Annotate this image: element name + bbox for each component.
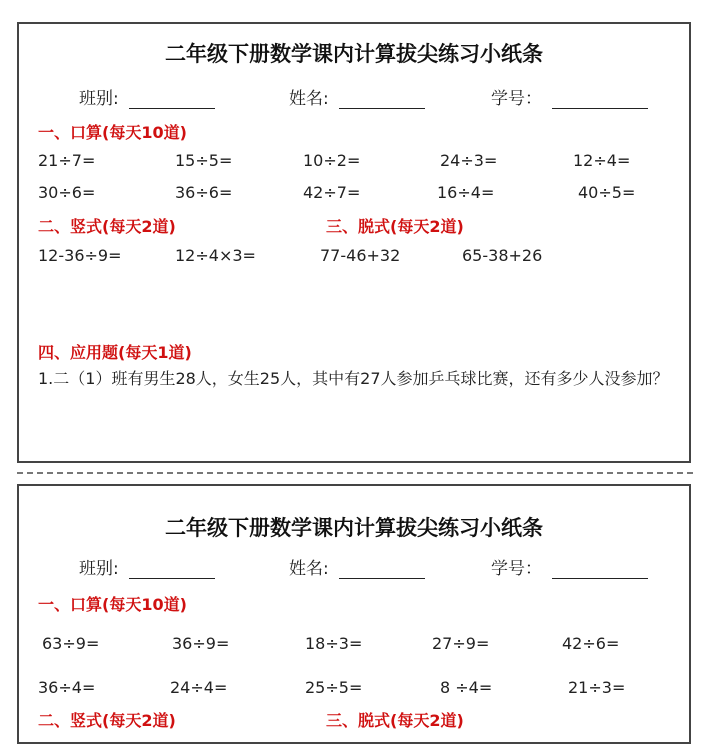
section-vertical-heading: 二、竖式(每天2道)	[38, 217, 176, 236]
question: 36÷4=	[38, 678, 96, 697]
class-field[interactable]	[79, 84, 215, 109]
question: 18÷3=	[305, 634, 363, 653]
section-mental-math-heading: 一、口算(每天10道)	[38, 595, 187, 614]
student-id-field[interactable]	[491, 84, 648, 109]
section-stepwise-heading: 三、脱式(每天2道)	[326, 711, 464, 730]
student-id-label: 学号：	[491, 559, 542, 579]
question: 42÷7=	[303, 183, 361, 202]
student-id-field[interactable]	[491, 554, 648, 579]
class-label: 班别:	[79, 559, 119, 579]
question: 24÷4=	[170, 678, 228, 697]
name-blank[interactable]	[339, 92, 425, 109]
question: 12-36÷9=	[38, 246, 122, 265]
section-mental-math-heading: 一、口算(每天10道)	[38, 123, 187, 142]
student-id-label: 学号：	[491, 89, 542, 109]
student-id-blank[interactable]	[552, 92, 648, 109]
class-label: 班别:	[79, 89, 119, 109]
question: 12÷4=	[573, 151, 631, 170]
word-problem: 1.二（1）班有男生28人，女生25人，其中有27人参加乒乓球比赛，还有多少人没参加？	[38, 369, 669, 388]
question: 42÷6=	[562, 634, 620, 653]
section-word-problem-heading: 四、应用题(每天1道)	[38, 343, 192, 362]
question: 8 ÷4=	[440, 678, 493, 697]
question: 21÷7=	[38, 151, 96, 170]
class-blank[interactable]	[129, 562, 215, 579]
question: 24÷3=	[440, 151, 498, 170]
practice-sheet-2	[17, 484, 691, 744]
question: 25÷5=	[305, 678, 363, 697]
name-label: 姓名:	[289, 559, 329, 579]
name-label: 姓名:	[289, 89, 329, 109]
section-stepwise-heading: 三、脱式(每天2道)	[326, 217, 464, 236]
sheet-title: 二年级下册数学课内计算拔尖练习小纸条	[165, 516, 543, 540]
class-blank[interactable]	[129, 92, 215, 109]
name-field[interactable]	[289, 554, 425, 579]
cut-line	[17, 472, 693, 474]
student-id-blank[interactable]	[552, 562, 648, 579]
class-field[interactable]	[79, 554, 215, 579]
question: 30÷6=	[38, 183, 96, 202]
question: 15÷5=	[175, 151, 233, 170]
question: 21÷3=	[568, 678, 626, 697]
name-blank[interactable]	[339, 562, 425, 579]
question: 16÷4=	[437, 183, 495, 202]
name-field[interactable]	[289, 84, 425, 109]
question: 63÷9=	[42, 634, 100, 653]
question: 36÷6=	[175, 183, 233, 202]
question: 36÷9=	[172, 634, 230, 653]
question: 77-46+32	[320, 246, 401, 265]
question: 10÷2=	[303, 151, 361, 170]
question: 12÷4×3=	[175, 246, 256, 265]
section-vertical-heading: 二、竖式(每天2道)	[38, 711, 176, 730]
sheet-title: 二年级下册数学课内计算拔尖练习小纸条	[165, 42, 543, 66]
practice-sheet-1	[17, 22, 691, 463]
question: 40÷5=	[578, 183, 636, 202]
question: 65-38+26	[462, 246, 543, 265]
question: 27÷9=	[432, 634, 490, 653]
